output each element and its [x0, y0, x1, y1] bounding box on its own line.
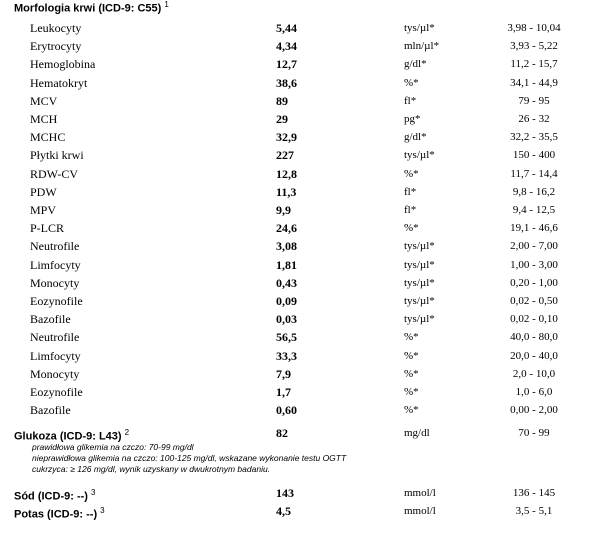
- result-value: 227: [276, 148, 294, 163]
- result-unit: mmol/l: [404, 487, 436, 499]
- glucose-note: cukrzyca: ≥ 126 mg/dl, wynik uzyskany w dwukrotnym badaniu.: [32, 464, 271, 474]
- table-row: [0, 146, 607, 164]
- table-row: [0, 383, 607, 401]
- result-name: Limfocyty: [30, 348, 81, 363]
- glucose-note: prawidłowa glikemia na czczo: 70-99 mg/dl: [32, 442, 194, 452]
- result-range: 9,4 - 12,5: [512, 204, 556, 216]
- result-value: 7,9: [276, 366, 291, 381]
- result-value: 9,9: [276, 203, 291, 217]
- result-range: 0,20 - 1,00: [510, 276, 558, 289]
- result-range: 11,2 - 15,7: [510, 58, 558, 71]
- result-range: 20,0 - 40,0: [510, 349, 558, 362]
- table-row: [0, 274, 607, 292]
- result-value: 0,03: [276, 312, 297, 327]
- result-unit: %*: [404, 349, 419, 362]
- result-range: 0,00 - 2,00: [510, 404, 558, 417]
- result-range: 136 - 145: [512, 487, 556, 499]
- result-range: 19,1 - 46,6: [510, 222, 558, 235]
- result-name: RDW-CV: [30, 166, 78, 181]
- result-value: 4,34: [276, 39, 297, 54]
- potassium-row: [0, 502, 607, 520]
- result-value: 1,81: [276, 257, 297, 272]
- result-name: Monocyty: [30, 366, 80, 381]
- result-unit: fl*: [404, 94, 417, 107]
- table-row: [0, 328, 607, 346]
- result-range: 2,00 - 7,00: [510, 240, 558, 253]
- result-range: 3,98 - 10,04: [507, 22, 561, 34]
- result-name: Leukocyty: [30, 21, 82, 35]
- result-value: 33,3: [276, 348, 297, 363]
- section-title: [14, 0, 169, 15]
- result-range: 40,0 - 80,0: [510, 331, 558, 344]
- result-name: Hematokryt: [30, 75, 88, 90]
- result-value: 0,60: [276, 403, 297, 418]
- result-value: 1,7: [276, 385, 291, 399]
- result-name: Bazofile: [30, 312, 71, 327]
- table-row: [0, 365, 607, 383]
- result-unit: %*: [404, 222, 419, 235]
- result-range: 9,8 - 16,2: [512, 185, 556, 198]
- result-unit: tys/µl*: [404, 313, 435, 326]
- result-range: 150 - 400: [512, 149, 556, 162]
- result-value: 32,9: [276, 130, 297, 145]
- table-row: [0, 256, 607, 274]
- result-name: MCV: [30, 93, 58, 108]
- result-name: Eozynofile: [30, 294, 83, 308]
- result-value: 4,5: [276, 504, 291, 518]
- result-value: 11,3: [276, 184, 297, 199]
- result-unit: g/dl*: [404, 58, 427, 71]
- table-row: [0, 201, 607, 219]
- result-unit: fl*: [404, 185, 417, 198]
- result-name: PDW: [30, 184, 57, 199]
- result-name: Limfocyty: [30, 257, 81, 272]
- result-range: 32,2 - 35,5: [510, 131, 558, 144]
- section-title-text: Morfologia krwi (ICD-9: C55): [14, 2, 162, 15]
- glucose-note: nieprawidłowa glikemia na czczo: 100-125 mg/dl, wskazane wykonanie testu OGTT: [32, 453, 347, 463]
- result-value: 38,6: [276, 75, 297, 90]
- table-row: [0, 310, 607, 328]
- result-range: 79 - 95: [518, 94, 550, 107]
- result-unit: tys/µl*: [404, 22, 435, 34]
- result-name: Neutrofile: [30, 239, 80, 254]
- result-unit: %*: [404, 404, 419, 417]
- result-name: Glukoza (ICD-9: L43) $^2$: [14, 428, 130, 443]
- result-value: 143: [276, 486, 294, 500]
- table-row: [0, 19, 607, 37]
- result-range: 34,1 - 44,9: [510, 76, 558, 89]
- result-name: Bazofile: [30, 403, 71, 418]
- result-range: 0,02 - 0,10: [510, 313, 558, 326]
- table-row: [0, 237, 607, 255]
- table-row: [0, 92, 607, 110]
- result-unit: tys/µl*: [404, 276, 435, 289]
- sodium-row: [0, 484, 607, 502]
- result-range: 0,02 - 0,50: [510, 295, 558, 307]
- result-value: 56,5: [276, 330, 297, 345]
- table-row: [0, 183, 607, 201]
- result-unit: %*: [404, 76, 419, 89]
- result-unit: pg*: [404, 113, 421, 125]
- result-name: Potas (ICD-9: --) $^3$: [14, 506, 105, 521]
- result-unit: %*: [404, 386, 419, 398]
- result-value: 0,43: [276, 275, 297, 290]
- table-row: [0, 347, 607, 365]
- result-range: 1,00 - 3,00: [510, 258, 558, 271]
- result-unit: mg/dl: [404, 427, 430, 439]
- result-range: 3,93 - 5,22: [510, 40, 558, 53]
- result-name: MCHC: [30, 130, 66, 145]
- result-unit: %*: [404, 331, 419, 344]
- result-name: Sód (ICD-9: --) $^3$: [14, 488, 96, 503]
- section-footnote: 1: [164, 0, 169, 9]
- result-value: 5,44: [276, 21, 297, 35]
- result-name: MPV: [30, 203, 57, 217]
- table-row: [0, 55, 607, 73]
- result-value: 12,7: [276, 57, 297, 72]
- result-unit: %*: [404, 167, 419, 180]
- result-name: Monocyty: [30, 275, 80, 290]
- table-row: [0, 219, 607, 237]
- result-name: P-LCR: [30, 221, 65, 236]
- table-row: [0, 74, 607, 92]
- table-row: [0, 128, 607, 146]
- result-value: 29: [276, 112, 288, 126]
- result-name: Płytki krwi: [30, 148, 84, 163]
- table-row: [0, 401, 607, 419]
- table-row: [0, 37, 607, 55]
- result-unit: mln/µl*: [404, 40, 440, 53]
- table-row: [0, 292, 607, 310]
- result-unit: tys/µl*: [404, 149, 435, 162]
- result-range: 70 - 99: [518, 427, 550, 439]
- result-value: 89: [276, 93, 288, 108]
- result-range: 26 - 32: [518, 113, 550, 125]
- result-name: Erytrocyty: [30, 39, 82, 54]
- result-value: 3,08: [276, 239, 297, 254]
- result-range: 2,0 - 10,0: [512, 367, 556, 380]
- result-range: 1,0 - 6,0: [515, 386, 553, 398]
- result-unit: tys/µl*: [404, 240, 435, 253]
- result-unit: tys/µl*: [404, 258, 435, 271]
- result-unit: tys/µl*: [404, 295, 435, 307]
- result-name: Hemoglobina: [30, 57, 96, 72]
- result-value: 0,09: [276, 294, 297, 308]
- result-name: MCH: [30, 112, 58, 126]
- result-range: 11,7 - 14,4: [510, 167, 558, 180]
- result-unit: fl*: [404, 204, 417, 216]
- result-name: Neutrofile: [30, 330, 80, 345]
- result-value: 82: [276, 426, 288, 440]
- table-row: [0, 165, 607, 183]
- table-row: [0, 110, 607, 128]
- result-name: Eozynofile: [30, 385, 83, 399]
- glucose-row: [0, 424, 607, 442]
- result-unit: g/dl*: [404, 131, 427, 144]
- result-value: 12,8: [276, 166, 297, 181]
- result-unit: %*: [404, 367, 419, 380]
- result-range: 3,5 - 5,1: [515, 505, 553, 517]
- result-unit: mmol/l: [404, 505, 436, 517]
- result-value: 24,6: [276, 221, 297, 236]
